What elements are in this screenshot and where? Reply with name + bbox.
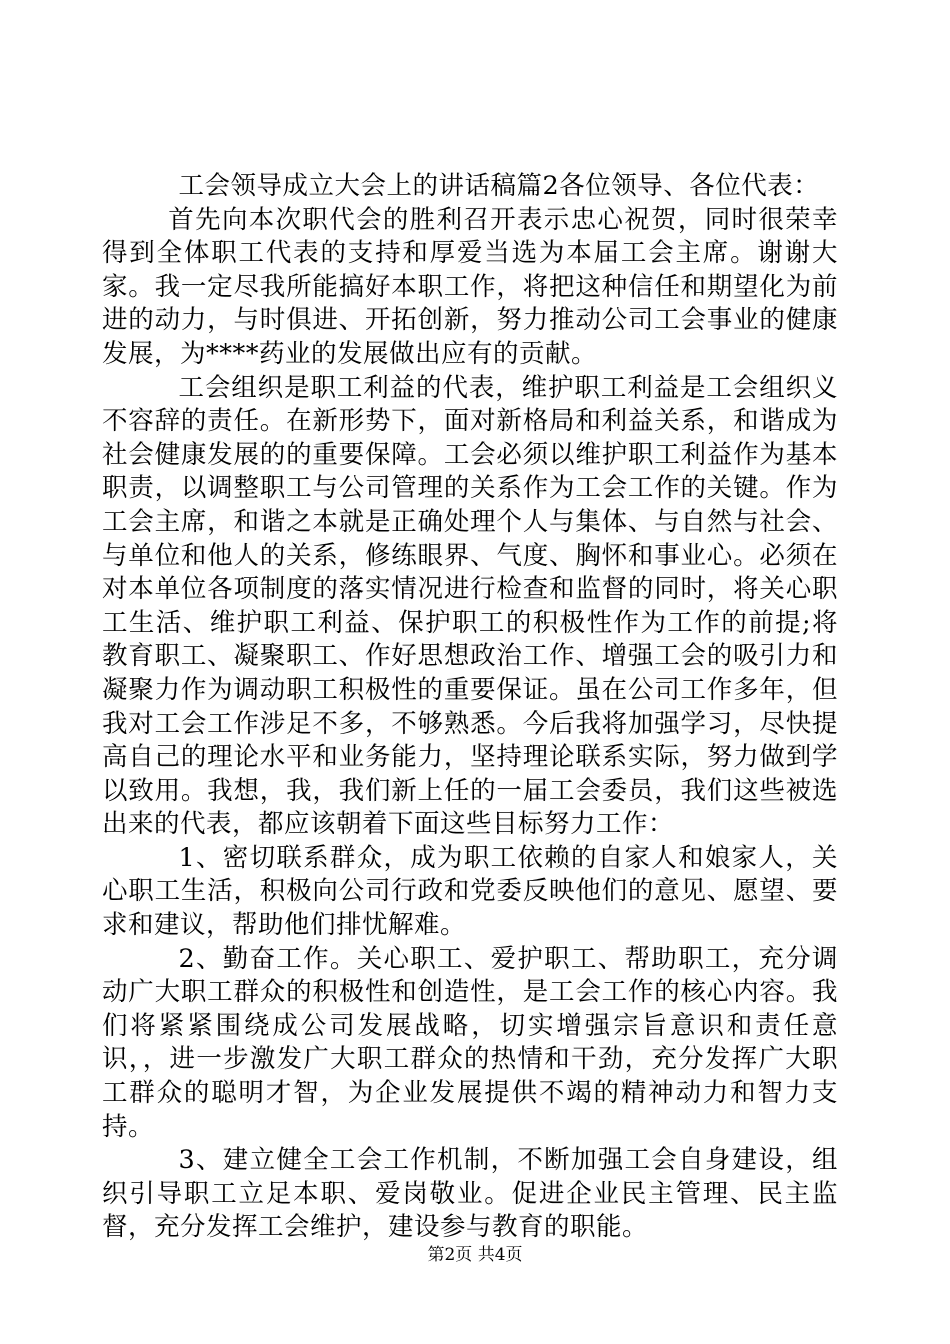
list-item-1: 1、密切联系群众，成为职工依赖的自家人和娘家人，关心职工生活，积极向公司行政和党委反映他们的意见、愿望、要求和建议，帮助他们排忧解难。 (102, 842, 838, 941)
paragraph-greeting: 首先向本次职代会的胜利召开表示忠心祝贺，同时很荣幸得到全体职工代表的支持和厚爱当选为本届工会主席。谢谢大家。我一定尽我所能搞好本职工作，将把这种信任和期望化为前进的动力，与时俱进、开拓创新，努力推动公司工会事业的健康发展，为****药业的发展做出应有的贡献。 (102, 204, 838, 369)
list-item-3: 3、建立健全工会工作机制，不断加强工会自身建设，组织引导职工立足本职、爱岗敬业。促进企业民主管理、民主监督，充分发挥工会维护，建设参与教育的职能。 (102, 1145, 838, 1243)
paragraph-union-role: 工会组织是职工利益的代表，维护职工利益是工会组织义不容辞的责任。在新形势下，面对新格局和利益关系，和谐成为社会健康发展的的重要保障。工会必须以维护职工利益作为基本职责，以调整职工与公司管理的关系作为工会工作的关键。作为工会主席，和谐之本就是正确处理个人与集体、与自然与社会、与单位和他人的关系，修练眼界、气度、胸怀和事业心。必须在对本单位各项制度的落实情况进行检查和监督的同时，将关心职工生活、维护职工利益、保护职工的积极性作为工作的前提;将教育职工、凝聚职工、作好思想政治工作、增强工会的吸引力和凝聚力作为调动职工积极性的重要保证。虽在公司工作多年，但我对工会工作涉足不多，不够熟悉。今后我将加强学习，尽快提高自己的理论水平和业务能力，坚持理论联系实际，努力做到学以致用。我想，我，我们新上任的一届工会委员，我们这些被选出来的代表，都应该朝着下面这些目标努力工作： (102, 372, 838, 840)
opening-line: 工会领导成立大会上的讲话稿篇2各位领导、各位代表： (178, 171, 820, 201)
list-item-2: 2、勤奋工作。关心职工、爱护职工、帮助职工，充分调动广大职工群众的积极性和创造性，是工会工作的核心内容。我们将紧紧围绕成公司发展战略，切实增强宗旨意识和责任意识，，进一步激发广大职工群众的热情和干劲，充分发挥广大职工群众的聪明才智，为企业发展提供不竭的精神动力和智力支持。 (102, 943, 838, 1142)
document-body (102, 170, 838, 1245)
page-footer: 第2页 共4页 (427, 1245, 523, 1265)
